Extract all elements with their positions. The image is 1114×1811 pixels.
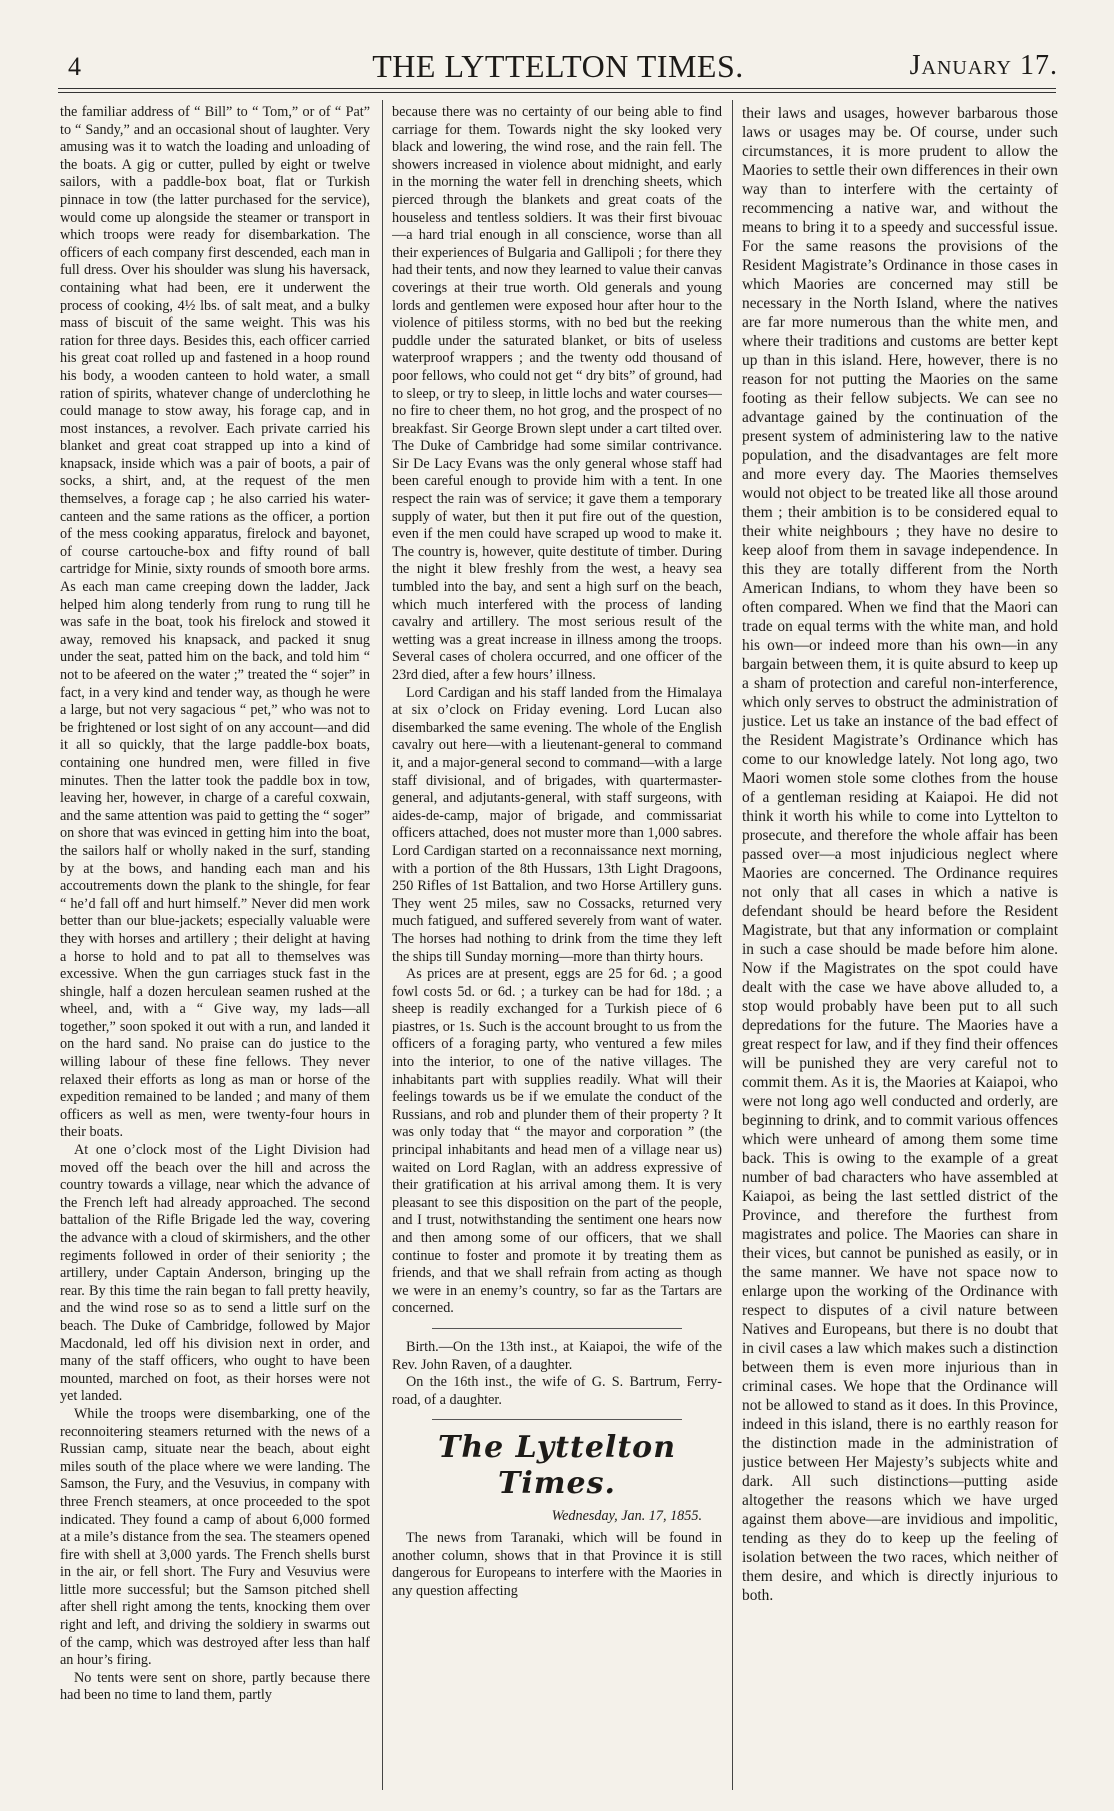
column-1 [60,104,370,1794]
article-paragraph: because there was no certainty of our being able to find carriage for them. Towards night the sky looked very black and lowering, the wind rose, and the rain fell. The showers increased in violence about midnight, and early in the morning the water fell in drenching sheets, which pierced through the blankets and great coats of the houseless and tentless soldiers. It was their first bivouac—a hard trial enough in all conscience, worse than all their experiences of Bulgaria and Gallipoli ; for there they had their tents, and now they learned to value their canvas coverings at their true worth. Old generals and young lords and gentlemen were exposed hour after hour to the violence of pitiless storms, with no bed but the reeking puddle under the saturated blanket, or bits of useless waterproof wrappers ; and the twenty odd thousand of poor fellows, who could not get “ dry bits” of ground, had to sleep, or try to sleep, in little lochs and water courses—no fire to cheer them, no hot grog, and the prospect of no breakfast. Sir George Brown slept under a cart tilted over. The Duke of Cambridge had some similar contrivance. Sir De Lacy Evans was the only general whose staff had been careful enough to provide him with a tent. In one respect the rain was of service; it gave them a temporary supply of water, but then it put fire out of the question, even if the men could have scraped up wood to make it. The country is, however, quite destitute of timber. During the night it blew freshly from the west, a heavy sea tumbled into the bay, and sent a high surf on the beach, which much interfered with the process of landing cavalry and artillery. The most serious result of the wetting was a great increase in illness among the troops. Several cases of cholera occurred, and one officer of the 23rd died, after a few hours’ illness. [392,104,722,683]
editorial-paragraph: their laws and usages, however barbarous those laws or usages may be. Of course, under such circumstances, it is more prudent to allow the Maories to settle their own differences in their own way than to interfere with the certainty of recommencing a native war, and without the means to bring it to a speedy and successful issue. For the same reasons the provisions of the Resident Magistrate’s Ordinance in those cases in which Maories are concerned may still be necessary in the North Island, where the natives are far more numerous than the white men, and where their traditions and customs are better kept up than in this island. Here, however, there is no reason for not putting the Maories on the same footing as their fellow subjects. We can see no advantage gained by the continuation of the present system of administering law to the native population, and the disadvantages are felt more and more every day. The Maories themselves would not object to be treated like all those around them ; their ambition is to be considered equal to their white neighbours ; they have no desire to keep aloof from them in savage independence. In this they are totally different from the North American Indians, to whom they have been so often compared. When we find that the Maori can trade on equal terms with the white man, and hold his own—or indeed more than his own—in any bargain between them, it is quite absurd to keep up a sham of protection and careful non-interference, which only serves to obstruct the administration of justice. Let us take an instance of the bad effect of the Resident Magistrate’s Ordinance which has come to our knowledge lately. Not long ago, two Maori women stole some clothes from the house of a gentleman residing at Kaiapoi. He did not think it worth his while to come into Lyttelton to prosecute, and therefore the whole affair has been passed over—a most injudicious neglect where Maories are concerned. The Ordinance requires not only that all cases in which a native is defendant should be heard before the Resident Magistrate, but that any information or complaint in such a case should be made before him alone. Now if the Magistrates on the spot could have dealt with the case we have above alluded to, a stop would probably have been put to all such depredations for the future. The Maories have a great respect for law, and if they find their offences will be punished they are very careful not to commit them. As it is, the Maories at Kaiapoi, who were not long ago well conducted and orderly, are beginning to drink, and to commit various offences which were unheard of among them some time back. This is owing to the example of a great number of bad characters who have assembled at Kaiapoi, as being the last settled district of the Province, and therefore the furthest from magistrates and police. The Maories can share in their vices, but cannot be punished as easily, or in the same manner. We have not space now to enlarge upon the working of the Ordinance with respect to disputes of a civil nature between Natives and Europeans, but there is no doubt that in civil cases a law which makes such a distinction between them is even more injurious than in criminal cases. We hope that the Ordinance will not be allowed to stand as it does. In this Province, indeed in this island, there is no earthly reason for the distinction made in the administration of justice between Her Majesty’s subjects white and dark. All such distinctions—putting aside altogether the reasons which we have urged against them above—are invidious and impolitic, tending as they do to keep up the feeling of isolation between the two races, which neither of them desire, and which is directly injurious to both. [742,105,1058,1604]
issue-date: January 17. [909,50,1058,81]
section-rule [432,1328,682,1329]
page-header [58,46,1058,84]
column-3 [742,104,1058,1794]
section-rule [432,1419,682,1420]
article-paragraph: Lord Cardigan and his staff landed from the Himalaya at six o’clock on Friday evening. Lord Lucan also disembarked the same evening. The whole of the English cavalry out here—with a lieutenant-general to command it, and a major-general second to command—with a large staff divisional, and of brigades, with quartermaster-general, and adjutants-general, with staff surgeons, with aides-de-camp, major of brigade, and commissariat officers attached, does not muster more than 1,000 sabres. Lord Cardigan started on a reconnaissance next morning, with a portion of the 8th Hussars, 13th Light Dragoons, 250 Rifles of 1st Battalion, and two Horse Artillery guns. They went 25 miles, saw no Cossacks, returned very much fatigued, and suffered severely from want of water. The horses had nothing to drink from the time they left the ships till Sunday morning—more than thirty hours. [392,684,722,965]
header-rule [58,88,1056,89]
editorial-dateline: Wednesday, Jan. 17, 1855. [551,1508,702,1525]
article-paragraph: At one o’clock most of the Light Division had moved off the beach over the hill and across the country towards a village, near which the advance of the French left had already approached. The second battalion of the Rifle Brigade led the way, covering the advance with a cloud of skirmishers, and the other regiments followed in order of their seniority ; the artillery, under Captain Anderson, bringing up the rear. By this time the rain began to fall pretty heavily, and the wind rose so as to send a little surf on the beach. The Duke of Cambridge, followed by Major Macdonald, led off his division next in order, and many of the staff officers, who ought to have been mounted, marched on foot, as their horses were not yet landed. [60,1142,370,1405]
column-2 [392,104,722,1794]
birth-notice: Birth.—On the 13th inst., at Kaiapoi, the wife of the Rev. John Raven, of a daughter. [392,1338,722,1373]
column-divider [732,100,733,1790]
article-paragraph: As prices are at present, eggs are 25 for 6d. ; a good fowl costs 5d. or 6d. ; a turkey can be had for 18d. ; a sheep is readily exchanged for a Turkish piece of 6 piastres, or 1s. Such is the account brought to us from the officers of a foraging party, who ventured a few miles into the interior, to one of the native villages. The inhabitants part with supplies readily. What will their feelings towards us be if we emulate the conduct of the Russians, and rob and plunder them of their property ? It was only today that “ the mayor and corporation ” (the principal inhabitants and head men of a village near us) waited on Lord Raglan, with an address expressive of their gratification at his arrival among them. It is very pleasant to see this disposition on the part of the people, and I trust, notwithstanding the sentiment one hears now and then among some of our officers, that we shall continue to foster and promote it by treating them as friends, and that we shall refrain from acting as though we were in an enemy’s country, so far as the Tartars are concerned. [392,966,722,1317]
column-divider [382,100,383,1790]
birth-notice: On the 16th inst., the wife of G. S. Bartrum, Ferry-road, of a daughter. [392,1374,722,1408]
editorial-masthead: The Lyttelton Times. [438,1430,676,1502]
page-number: 4 [68,52,81,81]
article-paragraph: While the troops were disembarking, one of the reconnoitering steamers returned with the news of a Russian camp, situate near the beach, about eight miles south of the place where we were landing. The Samson, the Fury, and the Vesuvius, in company with three French steamers, at once proceeded to the spot indicated. They found a camp of about 6,000 formed at a mile’s distance from the sea. The steamers opened fire with shell at 3,000 yards. The French shells burst in the air, or fell short. The Fury and Vesuvius were little more successful; but the Samson pitched shell after shell right among the tents, knocking them over right and left, and driving the soldiery in swarms out of the camp, which was destroyed after less than half an hour’s firing. [60,1405,370,1669]
article-paragraph: the familiar address of “ Bill” to “ Tom,” or of “ Pat” to “ Sandy,” and an occasional shout of laughter. Very amusing was it to watch the loading and unloading of the boats. A gig or cutter, pulled by eight or twelve sailors, with a paddle-box boat, flat or Turkish pinnace in tow (the latter purchased for the service), would come up alongside the steamer or transport in which troops were ready for disembarkation. The officers of each company first descended, each man in full dress. Over his shoulder was slung his haversack, containing what had been, ere it underwent the process of cooking, 4½ lbs. of salt meat, and a bulky mass of biscuit of the same weight. This was his ration for three days. Besides this, each officer carried his great coat rolled up and fastened in a hoop round his body, a wooden canteen to hold water, a small ration of spirits, whatever change of underclothing he could manage to stow away, his forage cap, and in most instances, a revolver. Each private carried his blanket and great coat strapped up into a kind of knapsack, inside which was a pair of boots, a pair of socks, a shirt, and, at the request of the men themselves, a forage cap ; he also carried his water-canteen and the same rations as the officer, a portion of the mess cooking apparatus, firelock and bayonet, of course cartouche-box and fifty round of ball cartridge for Minie, sixty rounds of smooth bore arms. As each man came creeping down the ladder, Jack helped him along tenderly from rung to rung till he was safe in the boat, took his firelock and stowed it away, removed his knapsack, and packed it snug under the seat, patted him on the back, and told him “ not to be afeered on the water ;” treated the “ sojer” in fact, in a very kind and tender way, as though he were a large, but not very sagacious “ pet,” who was not to be frightened or lost sight of on any account—and did it all so quickly, that the large paddle-box boats, containing one hundred men, were filled in five minutes. Then the latter took the paddle box in tow, leaving her, however, in charge of a careful coxwain, and the same attention was paid to getting the “ soger” on shore that was evinced in getting him into the boat, the sailors half or wholly naked in the surf, standing by at the bows, and handing each man and his accoutrements down the plank to the shingle, for fear “ he’d fall off and hurt himself.” Never did men work better than our blue-jackets; especially valuable were they with horses and artillery ; their delight at having a horse to hold and to pat all to themselves was excessive. When the gun carriages stuck fast in the shingle, half a dozen herculean seamen rushed at the wheel, and, with a “ Give way, my lads—all together,” soon spoked it out with a run, and landed it on the hard sand. No praise can do justice to the willing labour of these fine fellows. They never relaxed their efforts as long as man or horse of the expedition remained to be landed ; and many of them officers as well as men, were twenty-four hours in their boats. [60,104,370,1141]
article-paragraph: No tents were sent on shore, partly because there had been no time to land them, partly [60,1669,370,1704]
newspaper-title: THE LYTTELTON TIMES. [372,48,744,84]
editorial-paragraph: The news from Taranaki, which will be found in another column, shows that in that Province it is still dangerous for Europeans to interfere with the Maories in any question affecting [392,1529,722,1599]
header-rule-secondary [58,92,1056,93]
